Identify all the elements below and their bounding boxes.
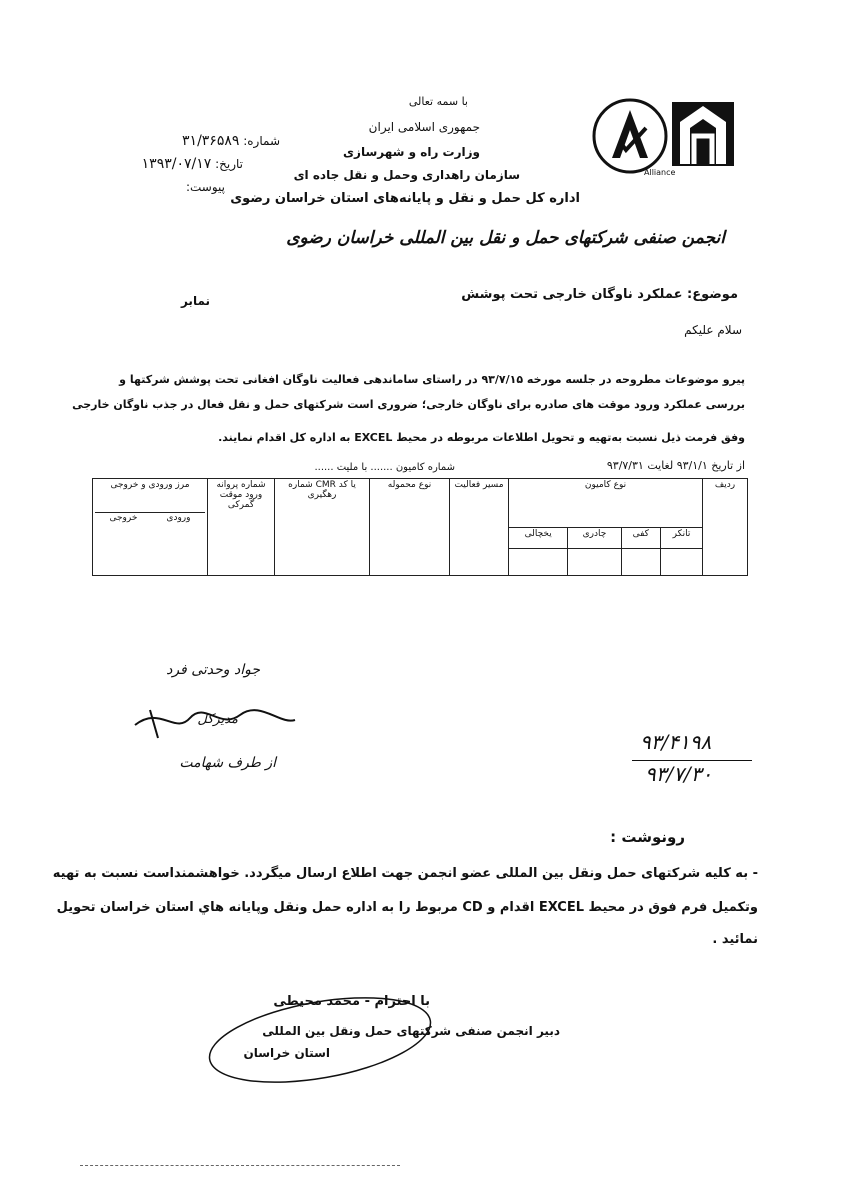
fax-note: نمابر — [180, 294, 210, 308]
table-cell — [660, 549, 702, 576]
date-label: تاریخ: — [215, 157, 243, 171]
th-sub-flatbed: کفی — [621, 527, 660, 549]
footer-signer-region: استان خراسان — [243, 1046, 330, 1060]
letter-number — [182, 133, 280, 149]
signer-name: جواد وحدتی فرد — [166, 662, 260, 678]
th-route — [450, 479, 509, 576]
th-sub-tanker: تانکر — [660, 527, 702, 549]
date-value: ۱۳۹۳/۰۷/۱۷ — [141, 156, 212, 172]
registry-number: ۹۳/۴۱۹۸ — [640, 730, 712, 754]
organization-line: سازمان راهداری وحمل و نقل جاده ای — [293, 168, 520, 182]
footer-signer-title: دبیر انجمن صنفی شرکتهای حمل ونقل بین المللی — [262, 1024, 560, 1038]
paragraph-1: پیرو موضوعات مطروحه در جلسه مورخه ۹۳/۷/۱۵ در راستای ساماندهی فعالیت ناوگان افغانی تحت پوشش شرکتها و — [119, 373, 745, 386]
recipient: انجمن صنفی شرکتهای حمل و نقل بین المللی خراسان رضوی — [286, 228, 725, 248]
table-cell — [621, 549, 660, 576]
cc-line-2: وتکمیل فرم فوق در محیط EXCEL اقدام و CD مربوط را به اداره حمل ونقل وپایانه هاي استان خراسان تحویل — [56, 900, 758, 915]
number-label: شماره: — [243, 134, 280, 148]
th-sub-reefer: یخچالی — [509, 527, 568, 549]
registry-divider — [632, 760, 752, 761]
border-header: مرز ورودی و خروجی — [110, 480, 190, 490]
subject-label: موضوع: — [687, 287, 738, 302]
signature-loop-icon — [200, 980, 440, 1090]
paragraph-3: وفق فرمت ذیل نسبت به‌تهیه و تحویل اطلاعات مربوطه در محیط EXCEL به اداره کل اقدام نمایند. — [218, 431, 745, 444]
on-behalf: از طرف شهامت — [179, 755, 276, 771]
scan-edge-mark — [80, 1165, 400, 1166]
row-header: ردیف — [714, 480, 736, 490]
truck-type-header: نوع کامیون — [584, 480, 627, 490]
letter-date — [142, 156, 243, 172]
logo — [590, 92, 740, 182]
cc-line-3: نمائید . — [712, 932, 758, 947]
table-cell — [568, 549, 621, 576]
table-cell — [509, 549, 568, 576]
regards-line: با احترام - محمد محیطی — [273, 994, 430, 1009]
th-cmr — [275, 479, 370, 576]
cargo-header: نوع محموله — [387, 480, 432, 490]
department-line: اداره کل حمل و نقل و پایانه‌های استان خراسان رضوی — [230, 191, 580, 206]
subject-line — [461, 287, 738, 302]
basmala: با سمه تعالی — [408, 95, 468, 108]
paragraph-2: بررسی عملکرد ورود موقت های صادره برای ناوگان خارجی؛ ضروری است شرکتهای حمل و نقل فعال در جذب ناوگان خارجی — [72, 398, 745, 411]
cc-label: رونوشت : — [610, 828, 685, 846]
attachment: پیوست: — [185, 180, 225, 194]
signer-title: مدیرکل — [197, 712, 238, 727]
fleet-table — [92, 478, 748, 576]
truck-number-line: شماره کامیون ....... با ملیت ...... — [314, 462, 455, 473]
number-value: ۳۱/۳۶۵۸۹ — [182, 133, 240, 149]
th-cargo — [370, 479, 450, 576]
route-header: مسیر فعالیت — [454, 480, 504, 490]
logo-caption: Alliance — [644, 168, 676, 177]
th-truck-type — [509, 479, 703, 528]
ministry-line: وزارت راه و شهرسازی — [343, 145, 480, 159]
registry-date: ۹۳/۷/۳۰ — [645, 762, 713, 786]
cmr-header: شماره CMR یا کد رهگیری — [288, 480, 356, 500]
th-row — [703, 479, 748, 576]
country-line: جمهوری اسلامی ایران — [368, 120, 480, 134]
greeting: سلام علیکم — [684, 323, 742, 337]
permit-header: شماره پروانه ورود موقت گمرکی — [216, 480, 266, 510]
period-line: از تاریخ ۹۳/۱/۱ لغایت ۹۳/۷/۳۱ — [606, 459, 745, 472]
th-sub-tarpaulin: چادری — [568, 527, 621, 549]
entry-header: ورودی — [166, 513, 191, 523]
cc-line-1: - به کلیه شرکتهای حمل ونقل بین المللی عضو انجمن جهت اطلاع ارسال میگردد. خواهشمنداست نسبت به تهیه — [52, 866, 758, 881]
th-border — [93, 479, 208, 576]
subject-text: عملکرد ناوگان خارجی تحت پوشش — [461, 287, 683, 302]
th-permit — [208, 479, 275, 576]
exit-header: خروجی — [109, 513, 138, 523]
